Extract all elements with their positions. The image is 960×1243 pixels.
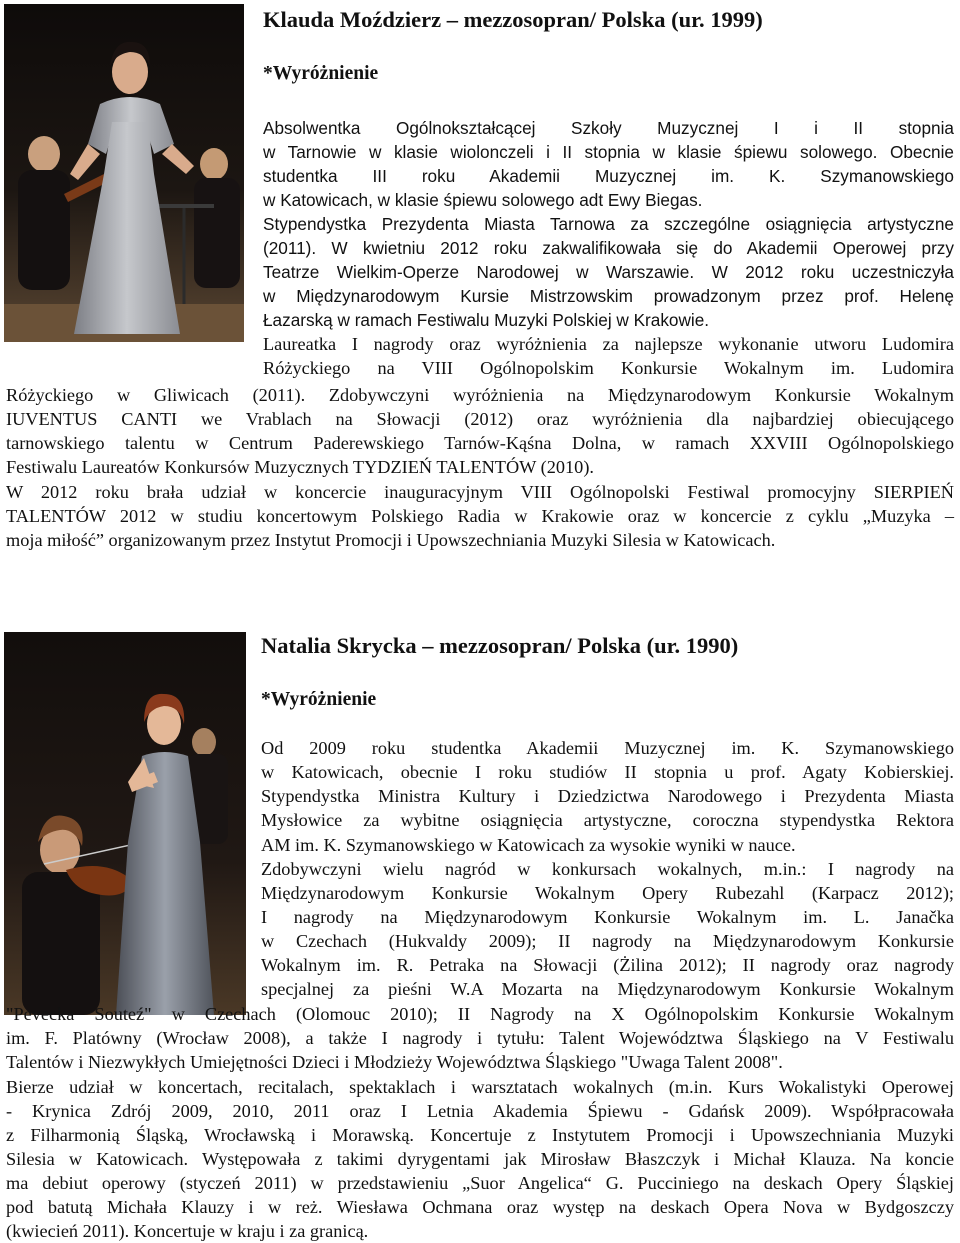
bio-line: Zdobywczyni wielu nagród w konkursach wokalnych, m.in.: I nagrody na xyxy=(261,859,954,879)
bio-line: Silesia w Katowicach. Występowała z takimi dyrygentami jak Mirosław Błaszczyk i Michał Klauza. Na koncie xyxy=(6,1149,954,1169)
bio-line: specjalnej za pieśni W.A Mozarta na Międzynarodowym Konkursie Wokalnym xyxy=(261,979,954,999)
bio-line: Różyckiego w Gliwicach (2011). Zdobywczyni wyróżnienia na Międzynarodowym Konkursie Wokalnym xyxy=(6,385,954,405)
bio-line: Talentów i Niezwykłych Umiejętności Dzieci i Młodzieży Województwa Śląskiego "Uwaga Talent 2008". xyxy=(6,1052,783,1072)
bio-line: Łazarską w ramach Festiwalu Muzyki Polskiej w Krakowie. xyxy=(263,310,710,330)
bio-line: (kwiecień 2011). Koncertuje w kraju i za granicą. xyxy=(6,1221,369,1241)
bio-line: IUVENTUS CANTI we Vrablach na Słowacji (2012) oraz wyróżnienia dla najbardziej obiecującego xyxy=(6,409,954,429)
bio-line: I nagrody na Międzynarodowym Konkursie Wokalnym im. L. Janačka xyxy=(261,907,954,927)
bio-line: w Międzynarodowym Kursie Mistrzowskim prowadzonym przez prof. Helenę xyxy=(263,286,954,306)
bio-line: pod batutą Michała Klauzy i w reż. Wiesława Ochmana oraz występ na deskach Opera Nova w Bydgoszczy xyxy=(6,1197,954,1217)
bio-line: Międzynarodowym Konkursie Wokalnym Opery Rubezahl (Karpacz 2012); xyxy=(261,883,954,903)
bio-line: Festiwalu Laureatów Konkursów Muzycznych TYDZIEŃ TALENTÓW (2010). xyxy=(6,457,594,477)
award-label: *Wyróżnienie xyxy=(263,63,379,84)
bio-line: studentka III roku Akademii Muzycznej im. K. Szymanowskiego xyxy=(263,166,954,186)
bio-line: Teatrze Wielkim-Operze Narodowej w Warszawie. W 2012 roku uczestniczyła xyxy=(263,262,954,282)
award-label: *Wyróżnienie xyxy=(261,689,377,710)
bio-line: Absolwentka Ogólnokształcącej Szkoły Muzycznej I i II stopnia xyxy=(263,118,954,138)
bio-line: tarnowskiego talentu w Centrum Paderewskiego Tarnów-Kąśna Dolna, w ramach XXVIII Ogólnopolskiego xyxy=(6,433,954,453)
bio-line: (2011). W kwietniu 2012 roku zakwalifikowała się do Akademii Operowej przy xyxy=(263,238,954,258)
bio-line: Wokalnym im. R. Petraka na Słowacji (Żilina 2012); II nagrody oraz nagrody xyxy=(261,955,954,975)
performer-photo-2 xyxy=(4,632,246,1015)
bio-line: Różyckiego na VIII Ogólnopolskim Konkursie Wokalnym im. Ludomira xyxy=(263,358,954,378)
bio-line: w Katowicach, w klasie śpiewu solowego adt Ewy Biegas. xyxy=(263,190,703,210)
bio-line: w Tarnowie w klasie wiolonczeli i II stopnia w klasie śpiewu solowego. Obecnie xyxy=(263,142,954,162)
bio-line: W 2012 roku brała udział w koncercie inauguracyjnym VIII Ogólnopolski Festiwal promocyjny SIERPIEŃ xyxy=(6,482,954,502)
bio-line: w Katowicach, obecnie I roku studiów II stopnia u prof. Agaty Kobierskiej. xyxy=(261,762,954,782)
bio-line: Stypendystka Prezydenta Miasta Tarnowa za szczególne osiągnięcia artystyczne xyxy=(263,214,954,234)
bio-line: w Czechach (Hukvaldy 2009); II nagrody na Międzynarodowym Konkursie xyxy=(261,931,954,951)
bio-line: - Krynica Zdrój 2009, 2010, 2011 oraz I Letnia Akademia Śpiewu - Gdańsk 2009). Współpracowała xyxy=(6,1101,954,1121)
performer-photo-1 xyxy=(4,4,244,342)
bio-line: moja miłość” organizowanym przez Instytut Promocji i Upowszechniania Muzyki Silesia w Katowicach. xyxy=(6,530,776,550)
bio-line: ma debiut operowy (styczeń 2011) w przedstawieniu „Suor Angelica“ G. Pucciniego na deskach Opery Śląskiej xyxy=(6,1173,954,1193)
bio-line: Bierze udział w koncertach, recitalach, spektaklach i warsztatach wokalnych (m.in. Kurs Wokalistyki Operowej xyxy=(6,1077,954,1097)
entry-title: Natalia Skrycka – mezzosopran/ Polska (ur. 1990) xyxy=(261,633,739,658)
entry-title: Klauda Moździerz – mezzosopran/ Polska (ur. 1999) xyxy=(263,7,763,32)
singer-on-stage-image xyxy=(4,4,244,342)
bio-line: z Filharmonią Śląską, Wrocławską i Morawską. Koncertuje z Instytutem Promocji i Upowszechniania Muzyki xyxy=(6,1125,954,1145)
bio-line: Od 2009 roku studentka Akademii Muzycznej im. K. Szymanowskiego xyxy=(261,738,954,758)
bio-line: TALENTÓW 2012 w studiu koncertowym Polskiego Radia w Krakowie oraz w koncercie z cyklu „Muzyka – xyxy=(6,506,954,526)
bio-line: Stypendystka Ministra Kultury i Dziedzictwa Narodowego i Prezydenta Miasta xyxy=(261,786,954,806)
bio-line: Mysłowice za wybitne osiągnięcia artystyczne, coroczna stypendystka Rektora xyxy=(261,810,954,830)
bio-line: im. F. Platówny (Wrocław 2008), a także I nagrody i tytułu: Talent Województwa Śląskiego na V Festiwalu xyxy=(6,1028,954,1048)
singer-with-violinist-image xyxy=(4,632,246,1015)
bio-line: Laureatka I nagrody oraz wyróżnienia za najlepsze wykonanie utworu Ludomira xyxy=(263,334,954,354)
bio-line: "Pevecka Souteź" w Czechach (Olomouc 2010); II Nagrody na X Ogólnopolskim Konkursie Wokalnym xyxy=(6,1004,954,1024)
bio-line: AM im. K. Szymanowskiego w Katowicach za wysokie wyniki w nauce. xyxy=(261,835,796,855)
